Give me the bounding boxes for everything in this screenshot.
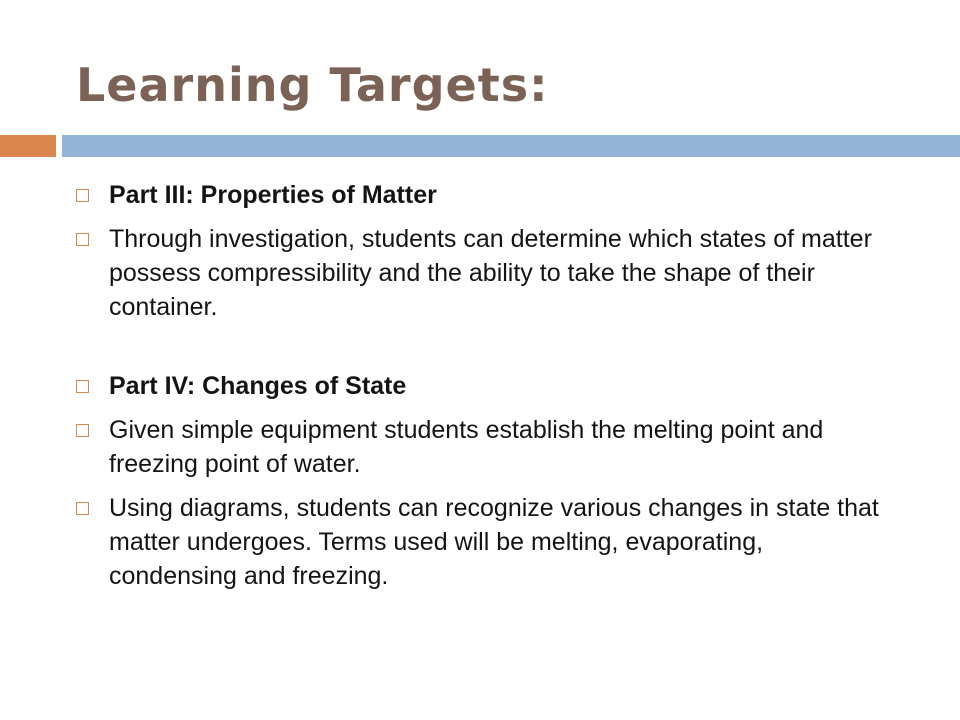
bullet-item-state-changes — [76, 491, 896, 593]
bullet-text: Using diagrams, students can recognize various changes in state that matter undergoes. Terms used will be melting, evaporating, condensing and freezing. — [109, 494, 879, 590]
bullet-text: Part IV: Changes of State — [109, 372, 407, 400]
title-rule-blue-segment — [62, 135, 960, 157]
bullet-list — [76, 178, 896, 603]
bullet-item-compressibility — [76, 222, 896, 324]
square-bullet-icon — [76, 189, 89, 202]
bullet-text: Through investigation, students can determine which states of matter possess compressibility and the ability to take the shape of their container. — [109, 225, 872, 321]
slide-title: Learning Targets: — [76, 58, 549, 112]
square-bullet-icon — [76, 233, 89, 246]
bullet-heading-part-iv — [76, 369, 896, 403]
bullet-text: Given simple equipment students establish the melting point and freezing point of water. — [109, 416, 824, 478]
square-bullet-icon — [76, 502, 89, 515]
square-bullet-icon — [76, 380, 89, 393]
bullet-item-melting-freezing-point — [76, 413, 896, 481]
bullet-heading-part-iii — [76, 178, 896, 212]
square-bullet-icon — [76, 424, 89, 437]
title-rule-orange-segment — [0, 135, 56, 157]
bullet-text: Part III: Properties of Matter — [109, 181, 437, 209]
